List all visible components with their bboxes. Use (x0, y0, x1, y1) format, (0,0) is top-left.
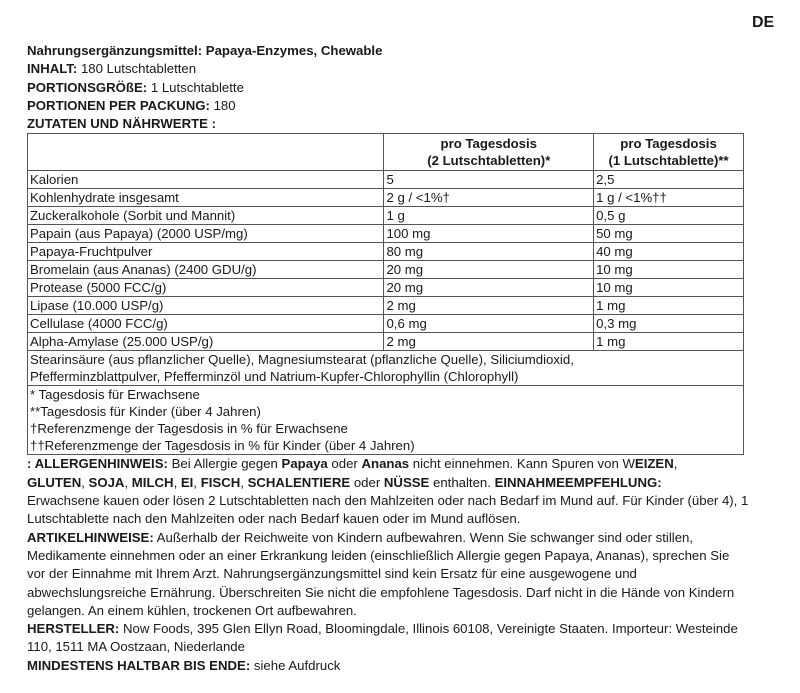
allergy-notice: : ALLERGENHINWEIS: Bei Allergie gegen Papaya oder Ananas nicht einnehmen. Kann Spuren von WEIZEN, GLUTEN, SOJA, MILCH, EI, FISCH, SCHALENTIERE oder NÜSSE enthalten. EINNAHMEEMPFEHLUNG: (27, 456, 678, 490)
dosage-instructions: Erwachsene kauen oder lösen 2 Lutschtabletten nach den Mahlzeiten oder nach Bedarf im Mund auf. Für Kinder (über 4), 1 Lutschtablette nach den Mahlzeiten oder nach Bedarf kauen oder im Mund auflösen. (27, 493, 749, 527)
product-title: Nahrungsergänzungsmittel: Papaya-Enzymes, Chewable (27, 43, 383, 58)
table-row: Papaya-Fruchtpulver 80 mg 40 mg (28, 243, 744, 261)
nutrition-table (27, 133, 744, 455)
best-before: MINDESTENS HALTBAR BIS ENDE: siehe Aufdruck (27, 657, 341, 673)
footnote: * Tagesdosis für Erwachsene (30, 387, 200, 403)
product-label-document (27, 42, 749, 675)
language-badge: DE (752, 14, 775, 31)
table-row: Lipase (10.000 USP/g) 2 mg 1 mg (28, 297, 744, 315)
meta-serving-size: PORTIONSGRÖßE: 1 Lutschtablette (27, 79, 244, 95)
manufacturer: HERSTELLER: Now Foods, 395 Glen Ellyn Road, Bloomingdale, Illinois 60108, Vereinigte Staaten. Importeur: Westeinde 110, 1511 MA Oostzaan, Niederlande (27, 621, 738, 655)
warnings: ARTIKELHINWEISE: Außerhalb der Reichweite von Kindern aufbewahren. Wenn Sie schwanger sind oder stillen, Medikamente einnehmen oder an einer Erkrankung leiden (einschließlich Allergie gegen Papaya, Ananas), sprechen Sie vor der Einnahme mit Ihrem Arzt. Nahrungsergänzungsmittel sind kein Ersatz für eine ausgewogene und abwechslungsreiche Ernährung. Überschreiten Sie nicht die empfohlene Tagesdosis. Darf nicht in die Hände von Kindern gelangen. An einem kühlen, trockenen Ort aufbewahren. (27, 529, 735, 618)
table-row: Cellulase (4000 FCC/g) 0,6 mg 0,3 mg (28, 315, 744, 333)
ingredients-heading: ZUTATEN UND NÄHRWERTE : (27, 116, 217, 132)
header-child-dose: pro Tagesdosis (1 Lutschtablette)** (594, 134, 744, 171)
table-row: Kohlenhydrate insgesamt 2 g / <1%† 1 g / <1%†† (28, 189, 744, 207)
table-row: Alpha-Amylase (25.000 USP/g) 2 mg 1 mg (28, 333, 744, 351)
footnote: ††Referenzmenge der Tagesdosis in % für Kinder (über 4 Jahren) (30, 438, 415, 454)
table-row: Protease (5000 FCC/g) 20 mg 10 mg (28, 279, 744, 297)
header-empty (28, 134, 384, 171)
meta-servings-per-pack: PORTIONEN PER PACKUNG: 180 (27, 97, 236, 113)
other-ingredients: Stearinsäure (aus pflanzlicher Quelle), Magnesiumstearat (pflanzliche Quelle), Siliciumdioxid, Pfefferminzblattpulver, Pfefferminzöl und Natrium-Kupfer-Chlorophyllin (Chlorophyll) (28, 351, 744, 386)
meta-contents: INHALT: 180 Lutschtabletten (27, 61, 197, 77)
table-row: Zuckeralkohole (Sorbit und Mannit) 1 g 0,5 g (28, 207, 744, 225)
footnote: †Referenzmenge der Tagesdosis in % für Erwachsene (30, 421, 348, 437)
table-row: Kalorien 5 2,5 (28, 171, 744, 189)
footnotes (28, 386, 744, 455)
table-header-row (28, 134, 744, 171)
table-row: Papain (aus Papaya) (2000 USP/mg) 100 mg 50 mg (28, 225, 744, 243)
table-row: Bromelain (aus Ananas) (2400 GDU/g) 20 mg 10 mg (28, 261, 744, 279)
footnote: **Tagesdosis für Kinder (über 4 Jahren) (30, 404, 261, 420)
footnotes-row (28, 386, 744, 455)
other-ingredients-row (28, 351, 744, 386)
header-adult-dose: pro Tagesdosis (2 Lutschtabletten)* (384, 134, 594, 171)
